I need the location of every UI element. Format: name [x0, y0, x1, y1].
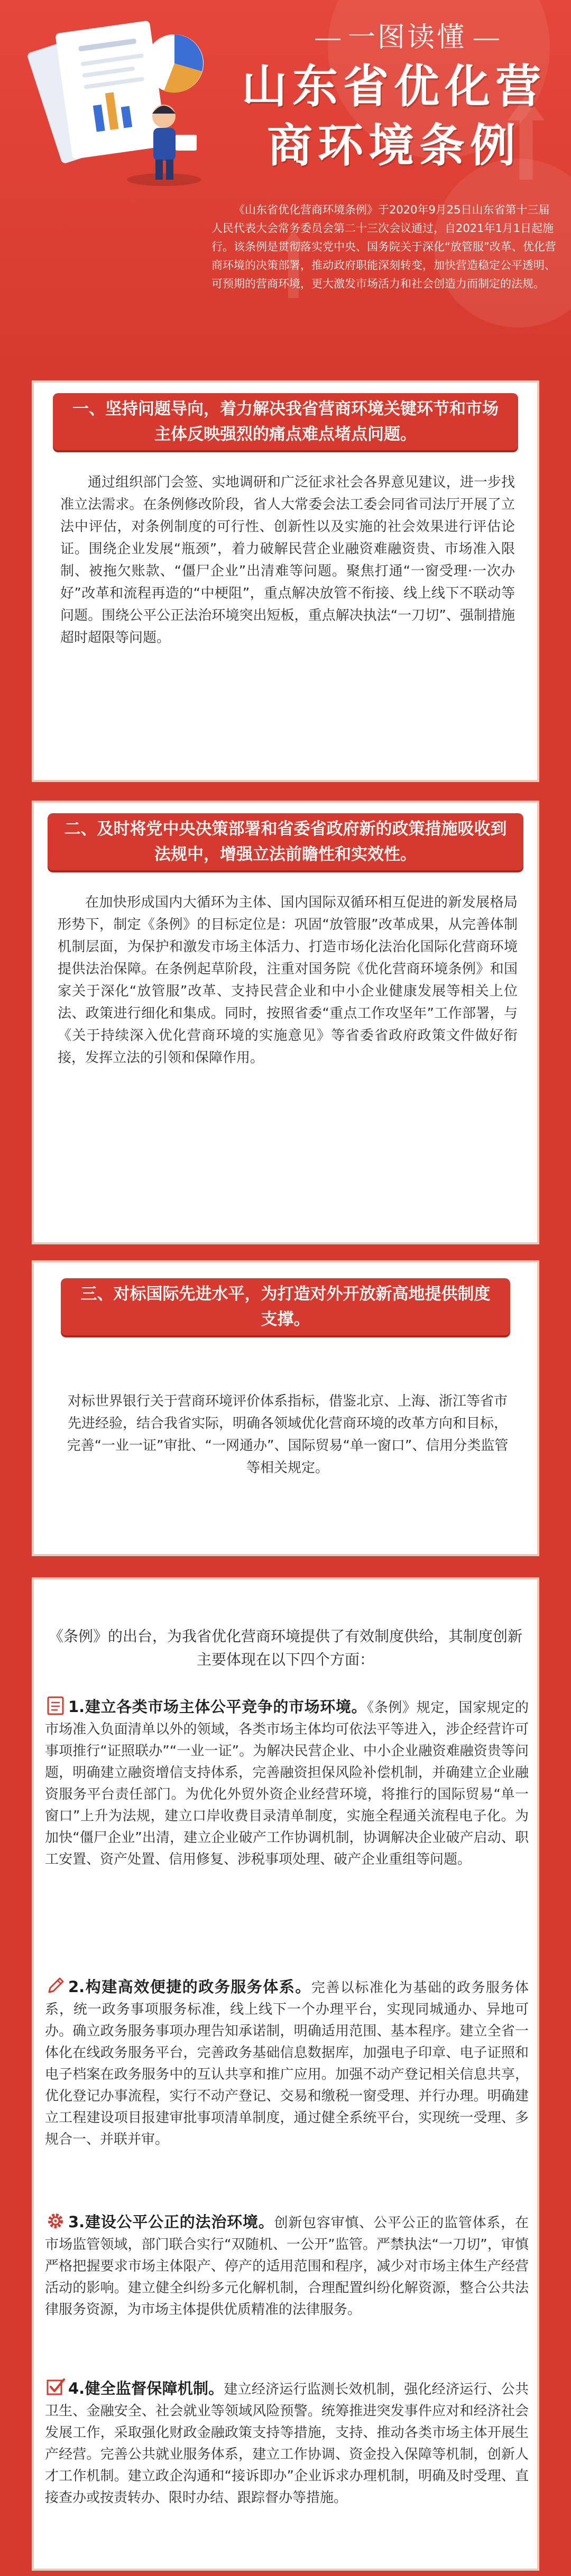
innovation-label-1: 1.建立各类市场主体公平竞争的市场环境。 — [68, 1698, 367, 1716]
section-body-1: 通过组织部门会签、实地调研和广泛征求社会各界意见建议，进一步找准立法需求。在条例修改阶段，省人大常委会法工委会同省司法厅开展了立法中评估，对条例制度的可行性、创新性以及实施的社会效果进行评估论证。围绕企业发展“瓶颈”，着力破解民营企业融资难融资贵、市场准入限制、被拖欠账款、“僵尸企业”出清难等问题。聚焦打通“一窗受理·一次办好”改革和流程再造的“中梗阻”，重点解决放管不衔接、线上线下不联动等问题。围绕公平公正法治环境突出短板，重点解决执法“一刀切”、强制措施超时超限等问题。 — [60, 475, 515, 646]
kicker-line-right — [474, 39, 499, 40]
innovation-item-2 — [45, 1976, 529, 2151]
section-heading-2: 二、及时将党中央决策部署和省委省政府新的政策措施吸收到法规中，增强立法前瞻性和实效性。 — [48, 813, 523, 870]
section-body-3: 对标世界银行关于营商环境评价体系指标，借鉴北京、上海、浙江等省市先进经验，结合我省实际，明确各领域优化营商环境的改革方向和目标，完善“一业一证”审批、“一网通办”、国际贸易“单一窗口”、信用分类监管等相关规定。 — [67, 1393, 509, 1476]
section-heading-1: 一、坚持问题导向，着力解决我省营商环境关键环节和市场主体反映强烈的痛点难点堵点问题。 — [53, 393, 518, 450]
documents-illustration-icon — [5, 5, 238, 211]
title-line-2: 商环境条例 — [267, 119, 521, 172]
kicker-title — [296, 15, 518, 54]
title-line-1: 山东省优化营 — [242, 60, 546, 113]
header-banner — [0, 0, 571, 370]
innovations-lead: 《条例》的出台，为我省优化营商环境提供了有效制度供给，其制度创新主要体现在以下四个方面： — [48, 1628, 522, 1668]
page-title — [227, 57, 560, 175]
checkbox-icon — [45, 2378, 66, 2397]
pencil-icon — [45, 1976, 66, 1995]
innovation-text-4: 建立经济运行监测长效机制，强化经济运行、公共卫生、金融安全、社会就业等领域风险预警。统筹推进突发事件应对和经济社会发展工作，采取强化财政金融政策支持等措施，支持、推动各类市场主体开展生产经营。完善公共就业服务体系，建立工作协调、资金投入保障等机制，创新人才工作机制。建立政企沟通和“接诉即办”企业诉求办理机制，明确及时受理、直接查办或按责转办、限时办结、跟踪督办等措施。 — [45, 2382, 529, 2506]
innovation-item-3 — [45, 2211, 529, 2321]
notebook-icon — [45, 1696, 66, 1715]
innovation-item-4 — [45, 2378, 529, 2509]
section-card-2 — [32, 801, 539, 1244]
intro-paragraph: 《山东省优化营商环境条例》于2020年9月25日山东省第十三届人民代表大会常务委员会第二十三次会议通过，自2021年1月1日起施行。该条例是贯彻落实党中央、国务院关于深化“放管服”改革、优化营商环境的决策部署，推动政府职能深刻转变，加快营造稳定公平透明、可预期的营商环境，更大激发市场活力和社会创造力而制定的法规。 — [211, 203, 556, 290]
section-card-3 — [32, 1260, 539, 1556]
innovation-text-1: 《条例》规定，国家规定的市场准入负面清单以外的领域，各类市场主体均可依法平等进入，涉企经营许可事项推行“证照联办”“一业一证”。为解决民营企业、中小企业融资难融资贵等问题，明确建立融资增信支持体系，完善融资担保风险补偿机制，并确建立企业融资服务平台责任部门。为优化外贸外资企业经营环境，将推行的国际贸易“单一窗口”上升为法规，建立口岸收费目录清单制度，实施全程通关流程电子化。为加快“僵尸企业”出清，建立企业破产工作协调机制，协调解决企业破产启动、职工安置、资产处置、信用修复、涉税事项处理、破产企业重组等问题。 — [45, 1700, 529, 1867]
section-heading-3: 三、对标国际先进水平，为打造对外开放新高地提供制度支撑。 — [61, 1278, 510, 1335]
section-body-2: 在加快形成国内大循环为主体、国内国际双循环相互促进的新发展格局形势下，制定《条例》的目标定位是：巩固“放管服”改革成果，从完善体制机制层面，为保护和激发市场主体活力、打造市场化法治化国际化营商环境提供法治保障。在条例起草阶段，注重对国务院《优化营商环境条例》和国家关于深化“放管服”改革、支持民营企业和中小企业健康发展等相关上位法、政策进行细化和集成。同时，按照省委“重点工作攻坚年”工作部署，与《关于持续深入优化营商环境的实施意见》等省委省政府政策文件做好衔接，发挥立法的引领和保障作用。 — [58, 895, 518, 1066]
kicker-text: 一图读懂 — [347, 22, 466, 53]
section-card-1 — [32, 380, 539, 782]
kicker-line-left — [315, 39, 340, 40]
innovation-item-1 — [45, 1696, 529, 1871]
innovation-label-2: 2.构建高效便捷的政务服务体系。 — [68, 1978, 311, 1996]
innovation-label-4: 4.健全监督保障机制。 — [68, 2379, 224, 2397]
innovation-label-3: 3.建设公平公正的法治环境。 — [68, 2213, 274, 2231]
innovation-text-3: 创新包容审慎、公平公正的监管体系，在市场监管领域，部门联合实行“双随机、一公开”监管。严禁执法“一刀切”，审慎严格把握要求市场主体限产、停产的适用范围和程序，减少对市场主体生产经营活动的影响。建立健全纠纷多元化解机制，合理配置纠纷化解资源，整合公共法律服务资源，为市场主体提供优质精准的法律服务。 — [45, 2215, 529, 2318]
innovation-text-2: 完善以标准化为基础的政务服务体系，统一政务事项服务标准，线上线下一个办理平台，实现同城通办、异地可办。确立政务服务事项办理告知承诺制，明确适用范围、基本程序。建立全省一体化在线政务服务平台，完善政务基础信息数据库，加强电子印章、电子证照和电子档案在政务服务中的互认共享和推广应用。加强不动产登记相关信息共享，优化登记办事流程，实行不动产登记、交易和缴税一窗受理、并行办理。明确建立工程建设项目报建审批事项清单制度，通过健全系统平台，实现统一受理、多规合一、并联并审。 — [45, 1980, 529, 2147]
gear-icon — [45, 2211, 66, 2230]
